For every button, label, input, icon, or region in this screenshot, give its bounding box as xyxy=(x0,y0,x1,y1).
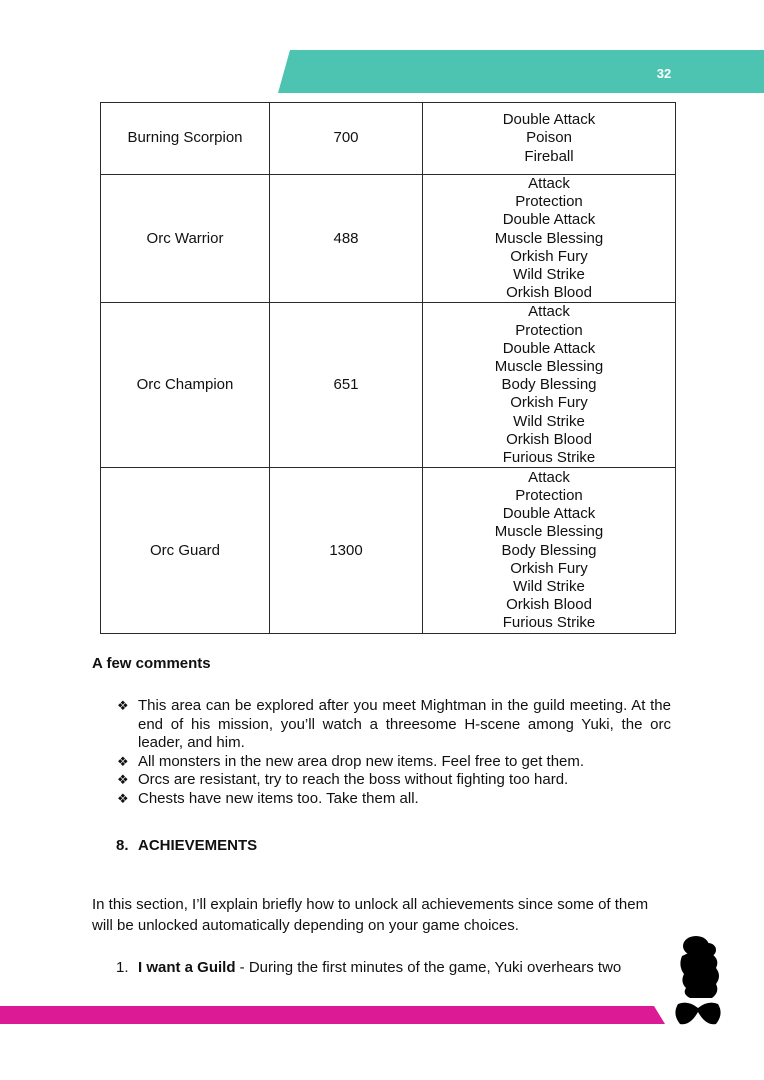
chibi-silhouette-icon xyxy=(672,934,728,1026)
item-number: 1. xyxy=(116,959,129,976)
page-number: 32 xyxy=(656,66,672,81)
list-item: ❖ All monsters in the new area drop new items. Feel free to get them. xyxy=(117,752,585,770)
skill-name: Muscle Blessing xyxy=(494,229,604,247)
skill-name: Furious Strike xyxy=(502,614,596,632)
monster-name-cell: Orc Champion xyxy=(101,303,270,468)
skill-name: Body Blessing xyxy=(501,541,597,559)
skill-name: Double Attack xyxy=(502,505,596,523)
achievement-text: - During the first minutes of the game, Yuki overhears two xyxy=(235,959,622,976)
skill-name: Orkish Blood xyxy=(506,430,592,448)
skill-name: Attack xyxy=(528,303,570,321)
diamond-bullet-icon: ❖ xyxy=(117,698,129,713)
monster-skills-cell xyxy=(423,303,676,468)
header-accent-bar xyxy=(278,50,764,93)
skill-name: Orkish Fury xyxy=(510,559,588,577)
skill-name: Protection xyxy=(515,193,583,211)
table-row xyxy=(101,175,676,303)
achievements-intro: In this section, I’ll explain briefly how to unlock all achievements since some of them will be unlocked automatically depending on your game choices. xyxy=(92,896,649,934)
skill-name: Wild Strike xyxy=(513,412,585,430)
monster-hp-cell: 700 xyxy=(270,103,423,175)
diamond-bullet-icon: ❖ xyxy=(117,753,129,769)
monster-skills-cell xyxy=(423,103,676,175)
monster-hp-cell: 651 xyxy=(270,303,423,468)
skill-name: Wild Strike xyxy=(513,578,585,596)
monster-name-cell: Orc Warrior xyxy=(101,175,270,303)
comments-heading: A few comments xyxy=(92,655,211,672)
section-heading-achievements xyxy=(116,837,257,854)
footer-accent-bar xyxy=(0,1006,665,1024)
monster-table xyxy=(100,102,676,634)
comments-list xyxy=(117,697,671,808)
diamond-bullet-icon: ❖ xyxy=(117,790,129,806)
skill-name: Muscle Blessing xyxy=(494,358,604,376)
section-title: ACHIEVEMENTS xyxy=(138,837,258,854)
skill-name: Attack xyxy=(528,468,570,486)
skill-name: Fireball xyxy=(524,147,574,165)
list-item: ❖ Chests have new items too. Take them all. xyxy=(117,789,419,807)
skill-name: Orkish Fury xyxy=(510,247,588,265)
skill-name: Protection xyxy=(515,321,583,339)
skill-name: Orkish Fury xyxy=(510,394,588,412)
skill-name: Wild Strike xyxy=(513,266,585,284)
achievement-title: I want a Guild xyxy=(138,959,236,976)
monster-skills-cell xyxy=(423,468,676,634)
skill-name: Double Attack xyxy=(502,339,596,357)
diamond-bullet-icon: ❖ xyxy=(117,772,129,787)
list-item: ❖ Orcs are resistant, try to reach the boss without fighting too hard. xyxy=(117,771,569,788)
monster-skills-cell xyxy=(423,175,676,303)
skill-name: Orkish Blood xyxy=(506,284,592,302)
skill-name: Double Attack xyxy=(502,111,596,129)
table-row xyxy=(101,303,676,468)
skill-name: Double Attack xyxy=(502,211,596,229)
monster-hp-cell: 1300 xyxy=(270,468,423,634)
skill-name: Orkish Blood xyxy=(506,596,592,614)
skill-name: Protection xyxy=(515,487,583,505)
monster-name-cell: Burning Scorpion xyxy=(101,103,270,175)
table-row xyxy=(101,468,676,634)
list-item: ❖ This area can be explored after you meet Mightman in the guild meeting. At the end of his mission, you’ll watch a threesome H-scene among Yuki, the orc leader, and him. xyxy=(117,697,671,751)
skill-name: Furious Strike xyxy=(502,449,596,467)
achievement-item xyxy=(116,959,621,976)
section-number: 8. xyxy=(116,837,129,854)
skill-name: Muscle Blessing xyxy=(494,523,604,541)
skill-name: Poison xyxy=(526,129,572,147)
skill-name: Body Blessing xyxy=(501,376,597,394)
monster-name-cell: Orc Guard xyxy=(101,468,270,634)
monster-hp-cell: 488 xyxy=(270,175,423,303)
skill-name: Attack xyxy=(528,175,570,192)
table-row xyxy=(101,103,676,175)
